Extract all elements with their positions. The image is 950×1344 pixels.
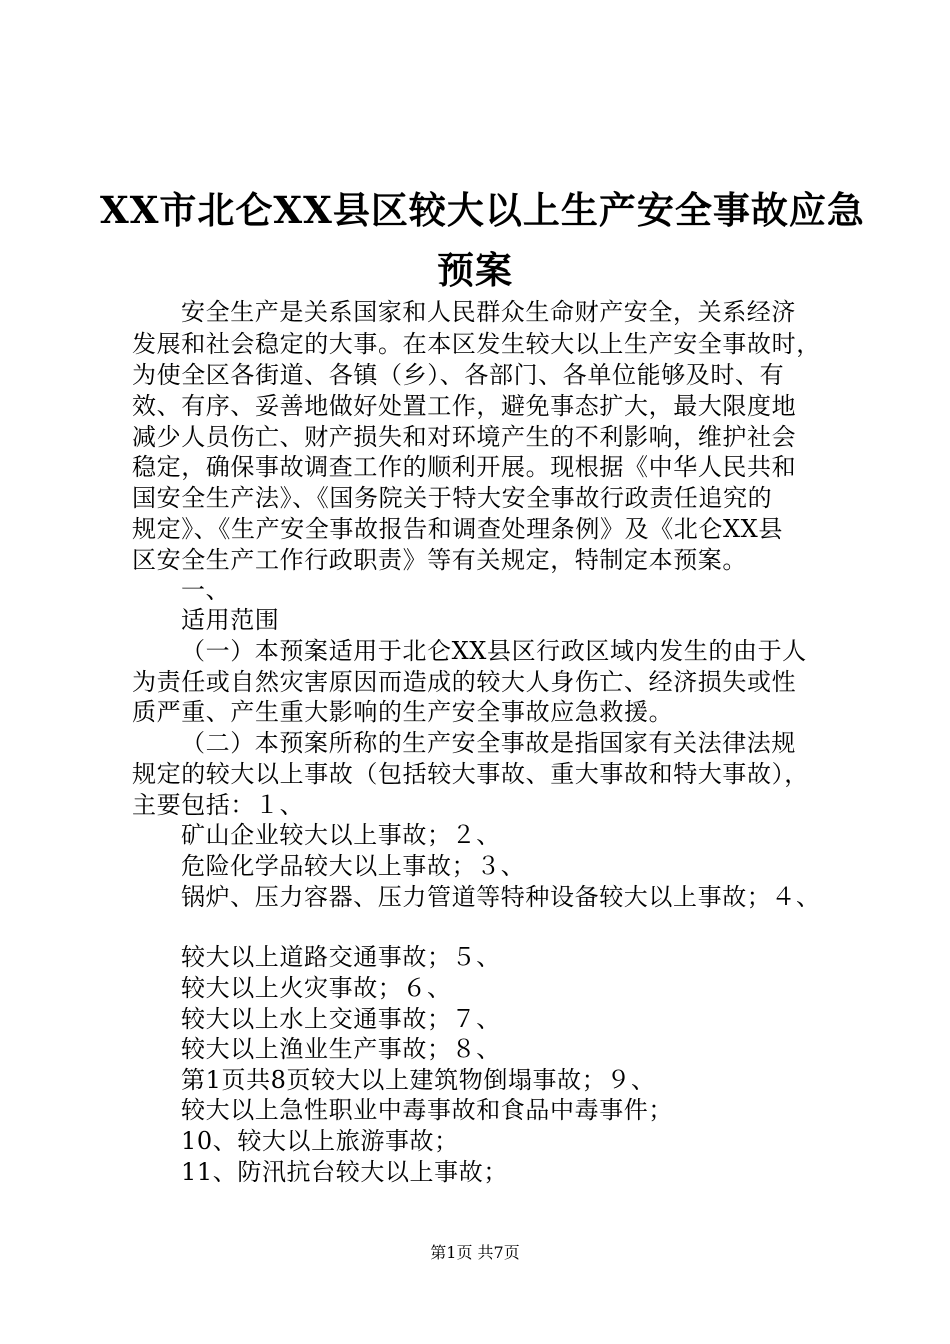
body-line: （一）本预案适用于北仑XX县区行政区域内发生的由于人	[181, 637, 807, 665]
list-item: 10、较大以上旅游事故；	[181, 1127, 459, 1155]
page-footer: 第1页 共7页	[430, 1243, 520, 1262]
list-item: 较大以上火灾事故；６、	[181, 974, 452, 1002]
body-line: 规定》、《生产安全事故报告和调查处理条例》及《北仑XX县	[132, 515, 783, 543]
body-line: 稳定，确保事故调查工作的顺利开展。现根据《中华人民共和	[132, 453, 797, 481]
document-title-line1: XX市北仑XX县区较大以上生产安全事故应急	[100, 188, 865, 232]
body-line: （二）本预案所称的生产安全事故是指国家有关法律法规	[181, 729, 796, 757]
section-heading: 适用范围	[181, 606, 280, 634]
body-line: 效、有序、妥善地做好处置工作，避免事态扩大，最大限度地	[132, 392, 797, 420]
list-item: 较大以上道路交通事故；５、	[181, 943, 501, 971]
list-item: 矿山企业较大以上事故；２、	[181, 821, 501, 849]
section-number: 一、	[181, 576, 231, 604]
list-item: 第1页共8页较大以上建筑物倒塌事故；９、	[181, 1066, 656, 1094]
body-line: 国安全生产法》、《国务院关于特大安全事故行政责任追究的	[132, 484, 773, 512]
body-line: 质严重、产生重大影响的生产安全事故应急救援。	[132, 698, 674, 726]
body-line: 减少人员伤亡、财产损失和对环境产生的不利影响，维护社会	[132, 423, 797, 451]
list-item: 较大以上水上交通事故；７、	[181, 1005, 501, 1033]
body-line: 主要包括：１、	[132, 791, 305, 819]
body-line: 安全生产是关系国家和人民群众生命财产安全，关系经济	[181, 298, 796, 326]
body-line: 为使全区各街道、各镇（乡）、各部门、各单位能够及时、有	[132, 361, 785, 389]
body-line: 为责任或自然灾害原因而造成的较大人身伤亡、经济损失或性	[132, 668, 797, 696]
body-line: 规定的较大以上事故（包括较大事故、重大事故和特大事故），	[132, 760, 809, 788]
body-line: 区安全生产工作行政职责》等有关规定，特制定本预案。	[132, 546, 747, 574]
body-line: 发展和社会稳定的大事。在本区发生较大以上生产安全事故时，	[132, 330, 821, 358]
document-title-line2: 预案	[437, 248, 513, 292]
list-item: 锅炉、压力容器、压力管道等特种设备较大以上事故；４、	[181, 883, 821, 911]
list-item: 较大以上渔业生产事故；８、	[181, 1035, 501, 1063]
list-item: 危险化学品较大以上事故；３、	[181, 852, 526, 880]
list-item: 较大以上急性职业中毒事故和食品中毒事件；	[181, 1096, 673, 1124]
list-item: 11、防汛抗台较大以上事故；	[181, 1158, 508, 1186]
